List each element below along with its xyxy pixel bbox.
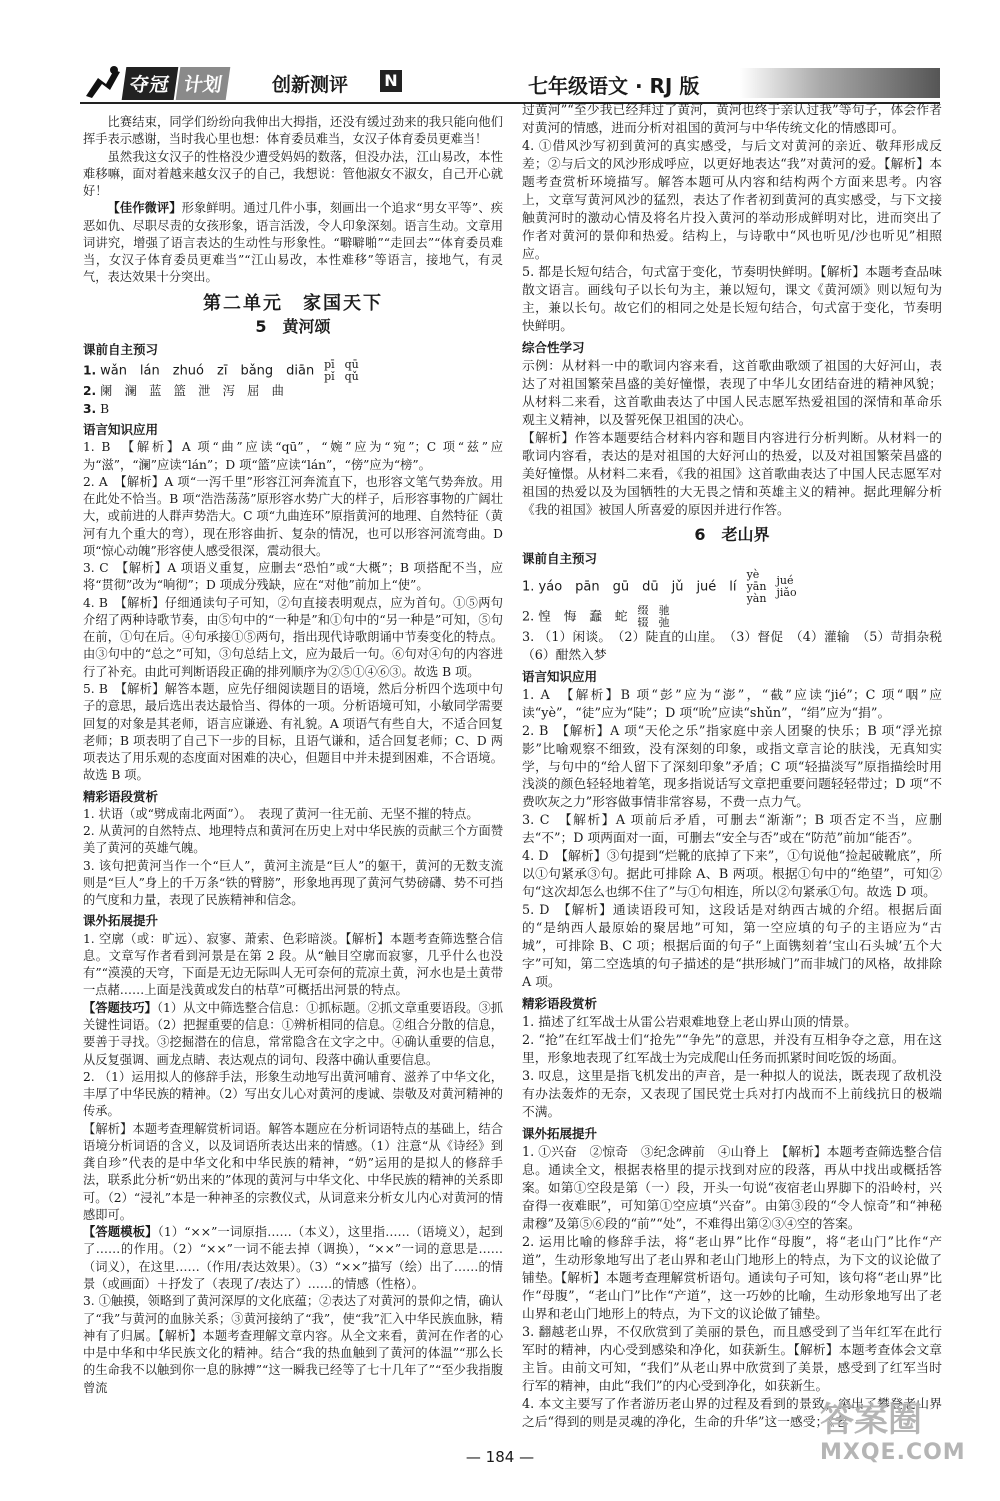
answer-item: 4. B 【解析】仔细通读句子可知，②句直接表明观点，应为首句。①⑤两句介绍了两种诗歌节奏，由⑤句中的“一种是”和①句中的“另一种是”可知，⑤句在前，①句在后。④句承接①⑤两句，指出现代诗歌朗诵中节奏变化的特点。由③句中的“总之”可知，③句总结上文，应为最后一句。⑥句对④句的内容进行了补充。由此可判断语段正确的排列顺序为②⑤①④⑥③。故选 B 项。	[83, 595, 503, 679]
pinyin-brace	[777, 575, 797, 599]
unit-title: 第二单元 家国天下	[203, 292, 383, 314]
answer-item: 3. C 【解析】A 项前后矛盾，可删去“渐渐”；B 项否定不当，应删去“不”；D 项两面对一面，可删去“安全与否”或在“防范”前加“能否”。	[522, 813, 942, 847]
runner-logo-icon	[80, 64, 124, 102]
essay-comment	[83, 200, 503, 286]
pinyin-brace	[747, 569, 767, 605]
answer-item: 3. 翻越老山界，不仅欣赏到了美丽的景色，而且感受到了当年红军在此行军时的精神，内心受到感染和净化，如获新生。【解析】本题考查体会文章主旨。由前文可知，“我们”从老山界中欣赏到了美景，感受到了红军当时行军的精神，由此“我们”的内心受到净化，如获新生。	[522, 1325, 942, 1394]
left-column	[83, 114, 503, 1397]
answer-item	[522, 569, 942, 605]
answer-item	[522, 605, 942, 629]
grade-title: 七年级语文 · RJ 版	[528, 74, 700, 98]
answer-item	[83, 401, 503, 418]
answer-item: 1. 空廓（或：旷远）、寂寥、萧索、色彩暗淡。【解析】本题考查筛选整合信息。文章写作者看到河景是在第 2 段。从“触目空廓而寂寥，几乎什么也没有”“漠漠的天穹，下面是无边无际叫人无可奈何的荒凉土黄，河水也是土黄带一点赭……上面是浅黄或发白的枯草”可概括出河景的特点。	[83, 931, 503, 998]
answer-item: 1. 状语（或“劈成南北两面”）。 表现了黄河一往无前、无坚不摧的特点。	[83, 806, 479, 821]
answer-text: B	[100, 401, 110, 416]
brace-option: 辍	[637, 615, 649, 629]
analysis-block: 【解析】本题考查理解赏析词语。解答本题应在分析词语特点的基础上，结合语境分析词语的含义，以及词语所表达出来的情感。（1）注意“从《诗经》到龚自珍”代表的是中华文化和中华民族的精神，“奶”运用的是拟人的修辞手法，联系此分析“奶出来的”体现的黄河与中华文化、中华民族的精神的关系即可。（2）“浸礼”本是一种神圣的宗教仪式，从词意来分析女儿内心对黄河的情感即可。	[83, 1121, 503, 1222]
answer-item: 2. 从黄河的自然特点、地理特点和黄河在历史上对中华民族的贡献三个方面赞美了黄河的英雄气魄。	[83, 824, 503, 856]
brace-option: 驰	[658, 603, 670, 617]
section-heading: 课外拓展提升	[83, 913, 159, 929]
section-heading: 课外拓展提升	[522, 1126, 598, 1142]
section-heading: 语言知识应用	[522, 668, 598, 684]
brace-option: 缀	[637, 603, 649, 617]
answer-item: 1. B 【解析】A 项“曲”应读“qū”，“婉”应为“宛”；C 项“兹”应为“滋”，“澜”应读“lán”；D 项“篮”应读“lán”，“傍”应为“榜”。	[83, 440, 503, 472]
brace-option: yè	[746, 567, 760, 581]
answer-item: 3. （1）闲谈。 （2）陡直的山崖。 （3）督促 （4）灌输 （5）苛捐杂税 （6）酣然入梦	[522, 629, 955, 663]
section-heading: 精彩语段赏析	[83, 788, 159, 804]
pinyin-brace	[324, 359, 335, 383]
pinyin-brace	[345, 359, 359, 383]
item-number: 3.	[83, 401, 97, 416]
answer-item: 4. 本文主要写了作者游历老山界的过程及看到的景致，突出了攀登老山界之后“得到的则是灵魂的净化，生命的升华”这一感受；《老	[522, 1396, 942, 1430]
series-mark: N	[380, 70, 402, 92]
comment-tag: 【佳作微评】	[107, 201, 182, 216]
right-column	[522, 102, 955, 1432]
tips-block	[83, 1000, 503, 1069]
answer-item: 2. A 【解析】A 项“一泻千里”形容江河奔流直下，也形容文笔气势奔放。用在此处不恰当。B 项“浩浩荡荡”原形容水势广大的样子，后形容事物的广阔壮大，或前进的人群声势浩大。C 项“九曲连环”原指黄河的地理、自然特征（黄河有九个重大的弯），现在形容曲折、复杂的情况，也可以形容河流弯曲。D 项“惊心动魄”形容使人感受很深，震动很大。	[83, 474, 503, 558]
answer-item	[83, 383, 503, 400]
answer-item: 1. ①兴奋 ②惊奇 ③纪念碑前 ④山脊上 【解析】本题考查筛选整合信息。通读全文，根据表格里的提示找到对应的段落，再从中找出或概括答案。如第①空段是第（一）段，开头一句说“夜宿老山界脚下的沿岭村，兴奋得一夜难眠”，可知第①空应填“兴奋”。由第③段的“令人惊奇”和“神秘肃穆”及第⑤⑥段的“前”“处”，不难得出第②③④空的答案。	[522, 1145, 942, 1233]
item-number: 1.	[83, 363, 97, 378]
answer-item: 3. C 【解析】A 项语义重复，应删去“恐怕”或“大概”；B 项搭配不当，应将“贯彻”改为“响彻”；D 项成分残缺，应在“对他”前加上“使”。	[83, 561, 503, 593]
brand-name: 夺冠	[122, 67, 179, 100]
brace-option: yàn	[746, 591, 767, 605]
header-decoration	[740, 68, 940, 98]
answer-item: 示例：从材料一中的歌词内容来看，这首歌曲歌颂了祖国的大好河山，表达了对祖国繁荣昌盛的美好憧憬，表现了中华儿女团结奋进的精神风貌；从材料二来看，这首歌曲表达了中国人民志愿军热爱祖国的深情和革命乐观主义精神，以及誓死保卫祖国的决心。	[522, 358, 942, 428]
section-heading: 语言知识应用	[83, 421, 159, 437]
char-brace	[638, 605, 649, 629]
item-number: 2.	[83, 384, 97, 399]
answer-item: 3. ①触摸，领略到了黄河深厚的文化底蕴；②表达了对黄河的景仰之情，确认了“我”与黄河的血脉关系；③黄河接纳了“我”，使“我”汇入中华民族血脉，精神有了归属。【解析】本题考查理解文章内容。从全文来看，黄河在作者的心中是中华和中华民族文化的精神。结合“我的热血触到了黄河的体温”“那么长的生命我不以触到你一息的脉搏”“这一瞬我已经等了七十几年了”“至少我指腹曾流	[83, 1294, 503, 1395]
brace-option: pī	[324, 358, 335, 372]
answer-continuation: 过黄河”“至少我已经拜过了黄河，黄河也终于亲认过我”等句子，体会作者对黄河的情感，进而分析对祖国的黄河与中华传统文化的情感即可。	[522, 103, 942, 136]
answer-text: 阑 澜 蓝 篮 泄 泻 屈 曲	[100, 384, 284, 399]
tips-text: （1）从文中筛选整合信息：①抓标题。②抓文章重要语段。③抓关键性词语。（2）把握重要的信息：①辨析相同的信息。②组合分散的信息，要善于寻找。③挖掘潜在的信息，常常隐含在文字之中。④确认重要的信息，从反复强调、画龙点睛、表达观点的词句、段落中确认重要信息。	[83, 1000, 504, 1067]
answer-item: 2. 运用比喻的修辞手法，将“老山界”比作“母腹”，将“老山门”比作“产道”，生动形象地写出了老山界和老山门地形上的特点，为下文的议论做了铺垫。【解析】本题考查理解赏析语句。通读句子可知，该句将“老山界”比作“母腹”，“老山门”比作“产道”，这一巧妙的比喻，生动形象地写出了老山界和老山门地形上的特点，为下文的议论做了铺垫。	[522, 1235, 942, 1323]
watermark-text: 答案圈	[820, 1400, 922, 1440]
answer-item: 2. B 【解析】A 项“天伦之乐”指家庭中亲人团聚的快乐；B 项“浮光掠影”比喻观察不细致，没有深刻的印象，或指文章言论的肤浅，无真知实学，与句中的“给人留下了深刻印象”矛盾；C 项“轻描淡写”原指描绘时用浅淡的颜色轻轻地着笔，现多指说话写文章把重要问题轻轻带过；D 项“不费吹灰之力”形容做事情非常容易，不费一点力气。	[522, 723, 942, 811]
essay-paragraph: 虽然我这女汉子的性格没少遭受妈妈的数落，但没办法，江山易改，本性难移嘛，面对着越来越女汉子的自己，我想说：管他淑女不淑女，自己开心就好！	[83, 149, 503, 199]
answer-item: 4. ①借风沙写初到黄河的真实感受，与后文对黄河的亲近、敬拜形成反差；②与后文的风沙形成呼应，以更好地表达“我”对黄河的爱。【解析】本题考查赏析环境描写。解答本题可从内容和结构两个方面来思考。内容上，文章写黄河风沙的猛烈，表达了作者初到黄河的真实感受，与下文接触黄河时的激动心情及将名片投入黄河的举动形成鲜明对比，进而突出了作者对黄河的景仰和热爱。结构上，与诗歌中“风也听见/沙也听见”相照应。	[522, 138, 942, 262]
answer-item: 3. 该句把黄河当作一个“巨人”，黄河主流是“巨人”的躯干，黄河的无数支流则是“巨人”身上的千万条“铁的臂膀”，形象地再现了黄河气势磅礴、势不可挡的气度和力量，表现了民族精神和信念。	[83, 858, 503, 908]
section-heading: 课前自主预习	[83, 342, 159, 358]
answer-item: 1. A 【解析】B 项“彭”应为“澎”，“截”应读“jié”；C 项“咽”应读“yè”，“徒”应为“陡”；D 项“吮”应读“shǔn”，“绢”应为“捐”。	[522, 687, 942, 721]
brand-logo	[80, 64, 228, 102]
template-tag: 【答题模板】	[83, 1225, 158, 1240]
watermark-url: MXQE.COM	[820, 1440, 966, 1465]
lesson-title: 6 老山界	[694, 524, 770, 544]
answer-item: 1. 描述了红军战士从雷公岩艰难地登上老山界山顶的情景。	[522, 1015, 857, 1031]
section-heading: 课前自主预习	[522, 550, 598, 566]
template-text: （1）“××”一词原指……（本义），这里指……（语境义），起到了……的作用。（2）“××”一词不能去掉（调换），“××”一词的意思是……（词义），在这里……（作用/表达效果）。（3）“××”描写（绘）出了……的情景（或画面）＋抒发了（表现了/表达了）……的情感（性格）。	[83, 1225, 503, 1291]
answer-item: 5. B 【解析】解答本题，应先仔细阅读题目的语境，然后分析四个选项中句子的意思，最后选出表达最恰当、得体的一项。分析语境可知，小敏同学需要回复的对象是其老师，语言应谦逊、有礼貌。A 项语气有些自大，不适合回复老师；B 项表明了自己下一步的目标，且语气谦和，适合回复老师；C、D 两项表达了用乐观的态度面对困难的决心，但题目中并未提到困难，不合语境。故选 B 项。	[83, 681, 503, 783]
answer-item: 2. （1）运用拟人的修辞手法，形象生动地写出黄河哺育、滋养了中华文化，丰厚了中华民族的精神。（2）写出女儿心对黄河的虔诚、崇敬及对黄河精神的传承。	[83, 1069, 503, 1119]
answer-item: 2. “抢”在红军战士们“抢先”“争先”的意思，并没有互相争夺之意，用在这里，形象地表现了红军战士为完成爬山任务而抓紧时间吃饭的场面。	[522, 1033, 942, 1067]
answer-item: 5. 都是长短句结合，句式富于变化，节奏明快鲜明。【解析】本题考查品味散文语言。画线句子以长句为主，兼以短句，课文《黄河颂》则以短句为主，兼以长句。故它们的相同之处是长短句结合，句式富于变化，节奏明快鲜明。	[522, 264, 942, 334]
pinyin-answer: 1. yáo pān gū dū jǔ jué lí	[522, 579, 737, 595]
brace-option: qū	[344, 358, 359, 372]
answer-item: 5. D 【解析】通读语段可知，这段话是对纳西古城的介绍。根据后面的“是纳西人最原始的聚居地”可知，第一空应填的句子的主语应为“古城”，可排除 B、C 项；根据后面的句子“上面镌刻着‘宝山石头城’五个大字”可知，第二空选填的句子描述的是“拱形城门”而非城门的风格，故排除 A 项。	[522, 903, 942, 991]
answer-item: 3. 叹息，这里是指飞机发出的声音，是一种拟人的说法，既表现了敌机没有办法轰炸的无奈，又表现了国民党士兵对打内战而不上前线抗日的极端不满。	[522, 1069, 942, 1121]
comment-text: 形象鲜明。通过几件小事，刻画出一个追求“男女平等”、疾恶如仇、尽职尽责的女孩形象，语言活泼，令人印象深刻。语言生动。文章用词讲究，增强了语言表达的生动性与形象性。“噼噼啪”“走回去”“体育委员难当，女汉子体育委员更难当”“江山易改，本性难移”等语言，接地气，有灵气，表达效果十分突出。	[83, 201, 503, 285]
brace-option: yān	[746, 579, 767, 593]
brace-option: jiǎo	[776, 585, 797, 599]
answer-text: 2. 惶 悔 蠢 蛇	[522, 609, 628, 625]
answer-item: 4. D 【解析】③句提到“烂靴的底掉了下来”，①句说他“捡起破靴底”，所以①句紧承③句。据此可排除 A、B 两项。根据①句中的“绝望”，可知②句“这次却怎么也绑不住了”与①句相连，所以②句紧承①句。故选 D 项。	[522, 849, 942, 901]
brace-option: 弛	[658, 615, 670, 629]
analysis-block: 【解析】作答本题要结合材料内容和题目内容进行分析判断。从材料一的歌词内容看，表达的是对祖国的大好河山的热爱，以及对祖国繁荣昌盛的美好憧憬。从材料二来看，《我的祖国》这首歌曲表达了中国人民志愿军对祖国的热爱以及为国牺牲的大无畏之情和英雄主义的精神。据此理解分析《我的祖国》被国人所喜爱的原因并进行作答。	[522, 430, 942, 518]
brace-option: qǔ	[344, 370, 359, 384]
section-heading: 综合性学习	[522, 339, 585, 355]
tips-tag: 【答题技巧】	[83, 1000, 157, 1015]
page-number: — 184 —	[465, 1448, 535, 1466]
section-heading: 精彩语段赏析	[522, 996, 598, 1012]
pinyin-answer: wǎn lán zhuó zī bǎng diān	[100, 363, 315, 379]
brace-option: pǐ	[324, 370, 335, 384]
lesson-title: 5 黄河颂	[255, 316, 331, 336]
series-subtitle: 创新测评	[272, 74, 349, 96]
essay-paragraph: 比赛结束，同学们纷纷向我伸出大拇指，还没有缓过劲来的我只能向他们挥手表示感谢，当时我心里也想：体育委员难当，女汉子体育委员更难当！	[83, 115, 503, 147]
char-brace	[659, 605, 670, 629]
template-block	[83, 1224, 503, 1293]
brand-name-2: 计划	[176, 67, 231, 100]
brace-option: jué	[776, 573, 794, 587]
answer-item	[83, 359, 503, 383]
site-watermark	[820, 1400, 980, 1490]
